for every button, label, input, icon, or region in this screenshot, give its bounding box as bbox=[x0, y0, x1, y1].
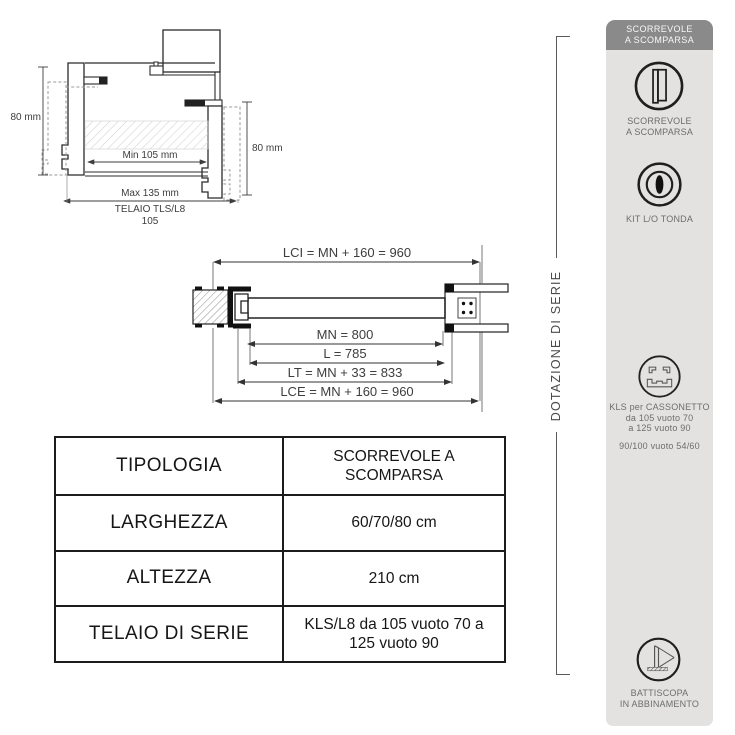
door-edge-cap bbox=[235, 294, 248, 320]
dim-max-label: Max 135 mm bbox=[121, 188, 179, 199]
frame-caption-line2: 105 bbox=[141, 216, 159, 227]
dim-80-left-label: 80 mm bbox=[10, 112, 41, 123]
spec-row-label: LARGHEZZA bbox=[56, 494, 282, 550]
right-jamb-ghost bbox=[224, 107, 240, 200]
pocket-bracket bbox=[458, 298, 476, 318]
frame-section-diagram bbox=[0, 10, 290, 240]
sidebar-item-label: KIT L/O TONDA bbox=[625, 214, 694, 224]
sidebar-item-label: KLS per CASSONETTO da 105 vuoto 70 a 125 vuoto 90 bbox=[609, 402, 710, 433]
wall-infill-hatch bbox=[85, 121, 208, 149]
spec-row-value: 210 cm bbox=[282, 550, 504, 606]
spec-row-label: TELAIO DI SERIE bbox=[56, 605, 282, 661]
spec-table bbox=[54, 436, 506, 663]
frame-caption-line1: TELAIO TLS/L8 bbox=[114, 204, 186, 215]
left-jamb-profile bbox=[62, 63, 84, 175]
dim-mn-label: MN = 800 bbox=[316, 327, 374, 342]
wall-block bbox=[193, 290, 228, 324]
spec-row-label: TIPOLOGIA bbox=[115, 454, 222, 476]
door-panel bbox=[248, 298, 445, 318]
spec-row-value: KLS/L8 da 105 vuoto 70 a 125 vuoto 90 bbox=[282, 605, 504, 661]
dim-lci-label: LCI = MN + 160 = 960 bbox=[282, 245, 412, 260]
dim-lt-label: LT = MN + 33 = 833 bbox=[287, 365, 403, 380]
dim-80-right-label: 80 mm bbox=[252, 143, 283, 154]
sidebar-header: SCORREVOLE A SCOMPARSA bbox=[606, 20, 713, 50]
door-plan-diagram bbox=[175, 240, 520, 422]
sidebar-item-sublabel: 90/100 vuoto 54/60 bbox=[619, 441, 700, 451]
round-lock-kit-icon bbox=[636, 161, 683, 208]
sidebar-item-label: SCORREVOLE A SCOMPARSA bbox=[625, 116, 694, 137]
door-leaf-section bbox=[163, 30, 220, 72]
spec-row-value: 60/70/80 cm bbox=[282, 494, 504, 550]
dotazione-sidebar bbox=[606, 20, 713, 726]
spec-row-value: SCORREVOLE A SCOMPARSA bbox=[282, 438, 504, 494]
sidebar-item-label: BATTISCOPA IN ABBINAMENTO bbox=[619, 688, 700, 709]
battiscopa-icon bbox=[635, 636, 682, 683]
dim-lce-label: LCE = MN + 160 = 960 bbox=[280, 384, 414, 399]
dim-l-label: L = 785 bbox=[323, 346, 367, 361]
cassonetto-profiles-icon bbox=[637, 354, 682, 399]
spec-row-label: ALTEZZA bbox=[56, 550, 282, 606]
dotazione-label: DOTAZIONE DI SERIE bbox=[549, 270, 563, 422]
pocket-door-icon bbox=[633, 60, 685, 112]
right-jamb-profile bbox=[202, 106, 222, 198]
dim-min-label: Min 105 mm bbox=[122, 150, 178, 161]
